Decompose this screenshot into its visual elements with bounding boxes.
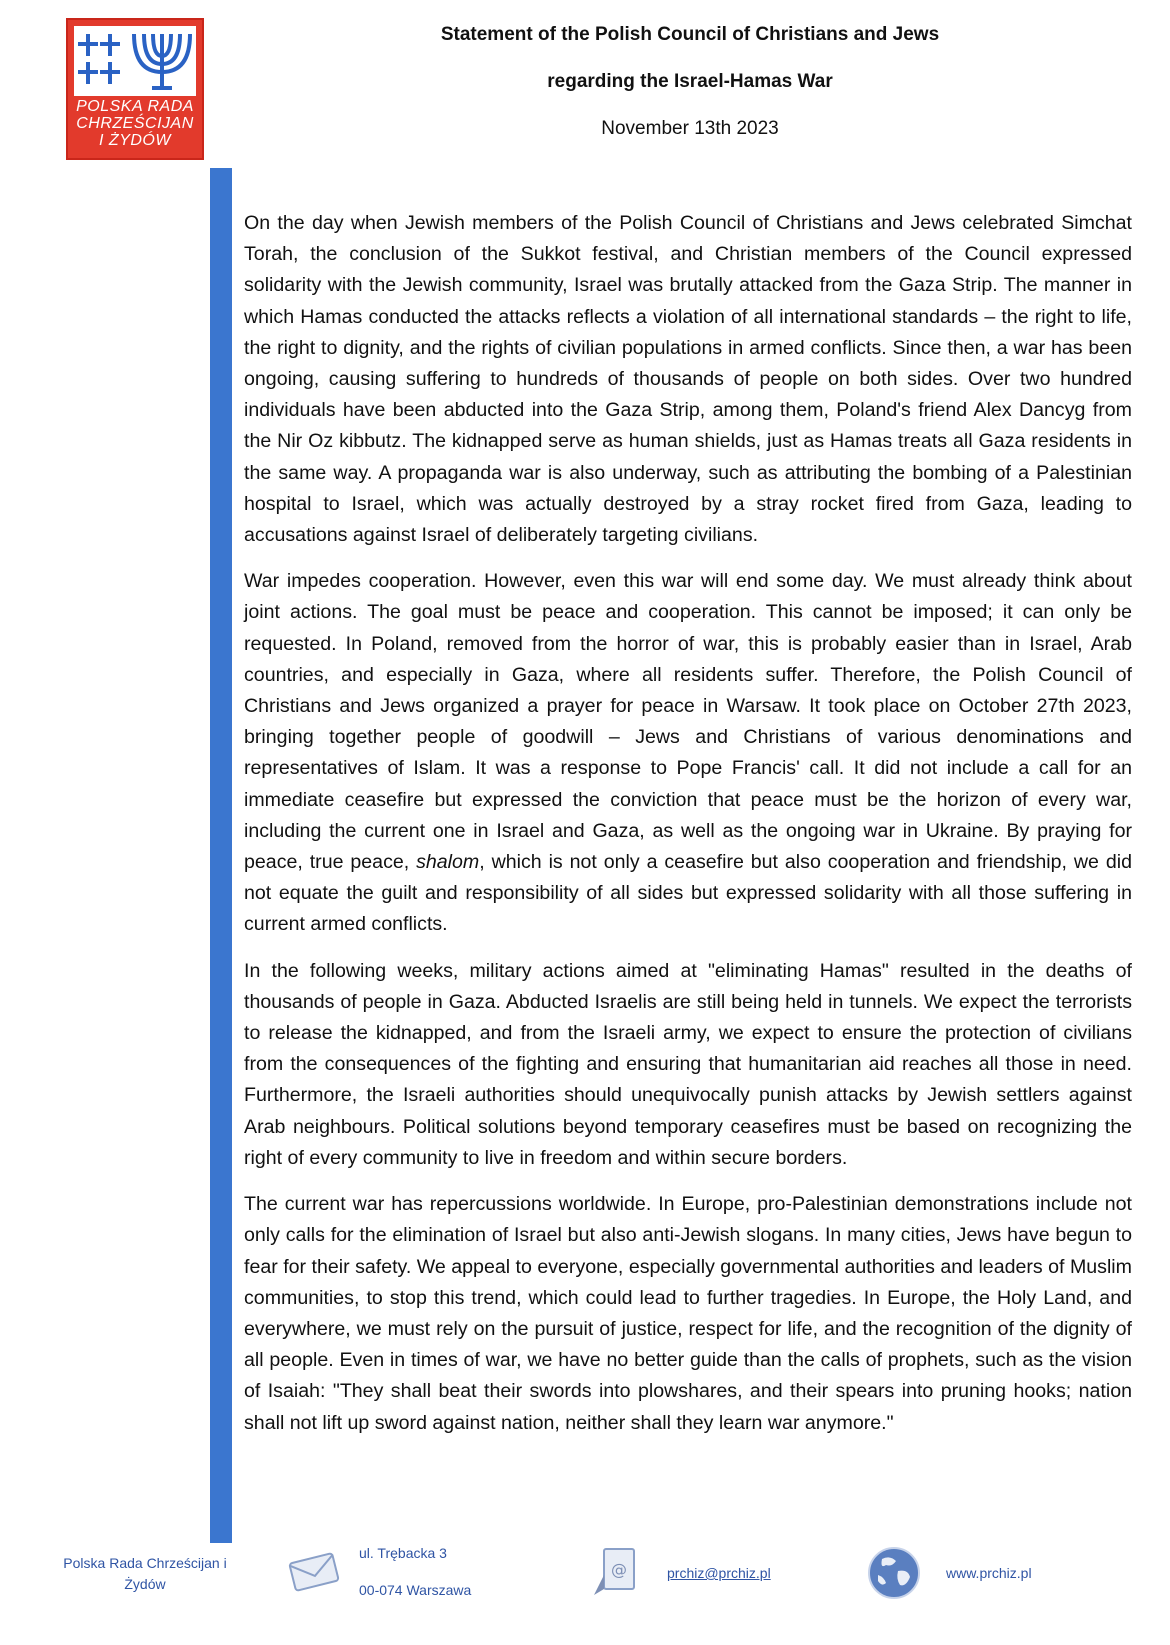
envelope-icon <box>286 1548 342 1601</box>
footer-email-link[interactable]: prchiz@prchiz.pl <box>667 1565 771 1581</box>
svg-text:@: @ <box>611 1560 627 1579</box>
paragraph-4: The current war has repercussions worldwide. In Europe, pro-Palestinian demonstrations include not only calls for the elimination of Israel but also anti-Jewish slogans. In many cities, Jews have begun to fear for their safety. We appeal to everyone, especially governmental authorities and leaders of Muslim communities, to stop this trend, which could lead to further tragedies. In Europe, the Holy Land, and everywhere, we must rely on the pursuit of justice, respect for life, and the recognition of the dignity of all people. Even in times of war, we have no better guide than the calls of prophets, such as the vision of Isaiah: "They shall beat their swords into plowshares, and their spears into pruning hooks; nation shall not lift up sword against nation, neither shall they learn war anymore." <box>244 1193 1132 1434</box>
footer-organization: Polska Rada Chrześcijan i Żydów <box>63 1555 227 1592</box>
statement-body <box>244 208 1132 1454</box>
paragraph-3: In the following weeks, military actions aimed at "eliminating Hamas" resulted in the deaths of thousands of people in Gaza. Abducted Israelis are still being held in tunnels. We expect the terrorists to release the kidnapped, and from the Israeli army, we expect to ensure the protection of civilians from the consequences of the fighting and ensuring that humanitarian aid reaches all those in need. Furthermore, the Israeli authorities should unequivocally punish attacks by Jewish settlers against Arab neighbours. Political solutions beyond temporary ceasefires must be based on recognizing the right of every community to live in freedom and within secure borders. <box>244 959 1132 1169</box>
document-date: November 13th 2023 <box>601 118 779 139</box>
document-subtitle: regarding the Israel-Hamas War <box>547 71 833 92</box>
email-at-icon <box>590 1545 640 1606</box>
logo-text: POLSKA RADA CHRZEŚCIJAN I ŻYDÓW <box>76 98 194 149</box>
globe-icon <box>866 1545 922 1606</box>
footer-website-link[interactable]: www.prchiz.pl <box>946 1565 1032 1581</box>
paragraph-1: On the day when Jewish members of the Polish Council of Christians and Jews celebrated Simchat Torah, the conclusion of the Sukkot festival, and Christian members of the Council expressed solidarity with the Jewish community, Israel was brutally attacked from the Gaza Strip. The manner in which Hamas conducted the attacks reflects a violation of all international standards – the right to life, the right to dignity, and the rights of civilian populations in armed conflicts. Since then, a war has been ongoing, causing suffering to hundreds of thousands of people on both sides. Over two hundred individuals have been abducted into the Gaza Strip, among them, Poland's friend Alex Dancyg from the Nir Oz kibbutz. The kidnapped serve as human shields, just as Hamas treats all Gaza residents in the same way. A propaganda war is also underway, such as attributing the bombing of a Palestinian hospital to Israel, which was actually destroyed by a stray rocket fired from Gaza, leading to accusations against Israel of deliberately targeting civilians. <box>244 212 1132 547</box>
footer-city: 00-074 Warszawa <box>359 1582 472 1598</box>
paragraph-2: War impedes cooperation. However, even this war will end some day. We must already think about joint actions. The goal must be peace and cooperation. This cannot be imposed; it can only be requested. In Poland, removed from the horror of war, this is probably easier than in Israel, Arab countries, and especially in Gaza, where all residents suffer. Therefore, the Polish Council of Christians and Jews organized a prayer for peace in Warsaw. It took place on October 27th 2023, bringing together people of goodwill – Jews and Christians of various denominations and representatives of Islam. It was a response to Pope Francis' call. It did not include a call for an immediate ceasefire but expressed the conviction that peace must be the horizon of every war, including the current one in Israel and Gaza, as well as the ongoing war in Ukraine. By praying for peace, true peace, shalom, which is not only a ceasefire but also cooperation and friendship, we did not equate the guilt and responsibility of all sides but expressed solidarity with all those suffering in current armed conflicts. <box>244 570 1132 936</box>
document-title: Statement of the Polish Council of Christians and Jews <box>440 24 940 45</box>
accent-bar <box>210 168 232 1543</box>
council-logo <box>66 18 204 160</box>
footer-street: ul. Trębacka 3 <box>359 1545 447 1561</box>
crosses-menorah-icon <box>74 26 196 96</box>
